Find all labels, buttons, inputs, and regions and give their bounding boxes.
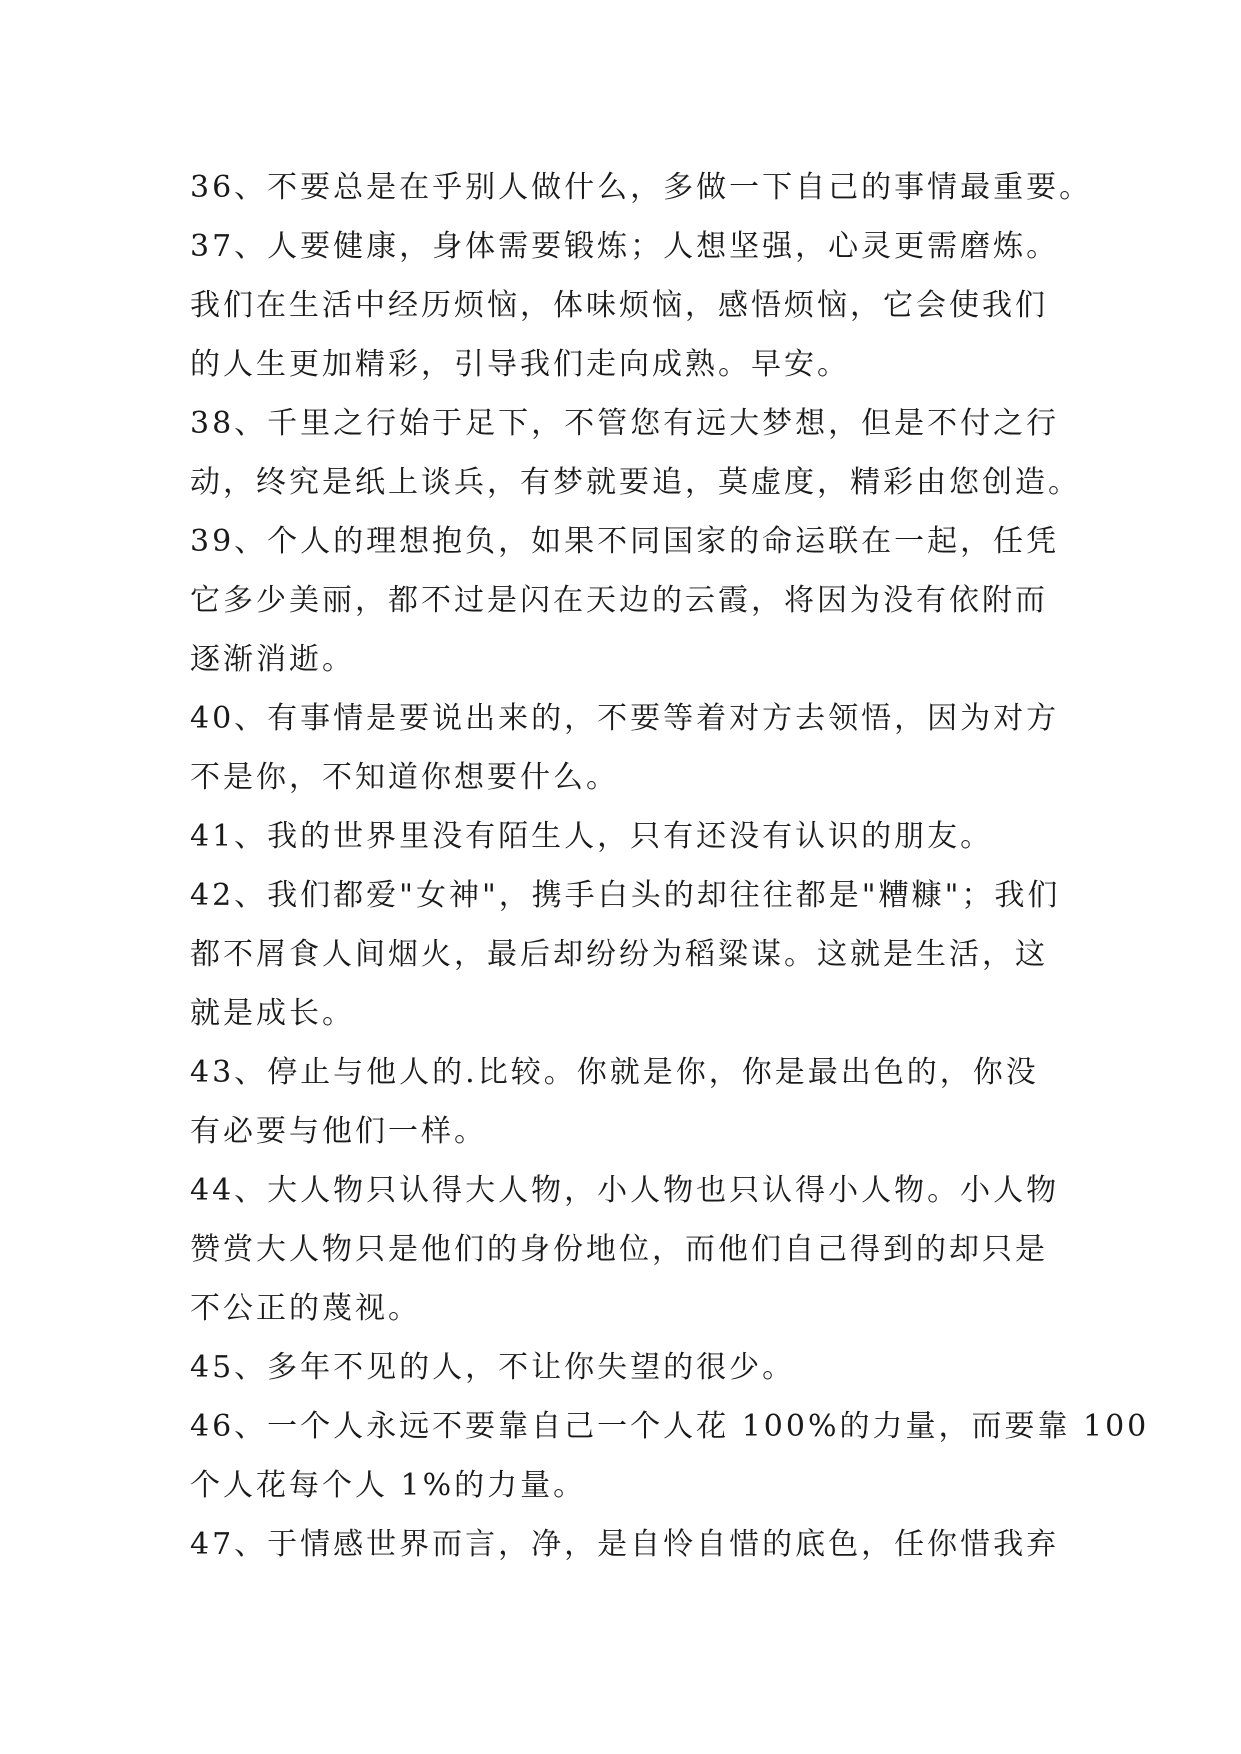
text-line: 不是你，不知道你想要什么。 (190, 760, 619, 795)
text-line: 40、有事情是要说出来的，不要等着对方去领悟，因为对方 (190, 701, 1060, 736)
text-line: 45、多年不见的人，不让你失望的很少。 (190, 1350, 796, 1385)
text-line: 37、人要健康，身体需要锻炼；人想坚强，心灵更需磨炼。 (190, 229, 1060, 264)
text-line: 动，终究是纸上谈兵，有梦就要追，莫虚度，精彩由您创造。 (190, 465, 1081, 500)
text-line: 43、停止与他人的.比较。你就是你，你是最出色的，你没 (190, 1055, 1039, 1090)
text-line: 42、我们都爱"女神"，携手白头的却往往都是"糟糠"；我们 (190, 878, 1061, 913)
text-line: 都不屑食人间烟火，最后却纷纷为稻粱谋。这就是生活，这 (190, 937, 1048, 972)
text-line: 41、我的世界里没有陌生人，只有还没有认识的朋友。 (190, 819, 994, 854)
text-line: 的人生更加精彩，引导我们走向成熟。早安。 (190, 347, 850, 382)
text-line: 它多少美丽，都不过是闪在天边的云霞，将因为没有依附而 (190, 583, 1048, 618)
text-line: 有必要与他们一样。 (190, 1114, 487, 1149)
text-line: 47、于情感世界而言，净，是自怜自惜的底色，任你惜我弃 (190, 1527, 1060, 1562)
text-line: 赞赏大人物只是他们的身份地位，而他们自己得到的却只是 (190, 1232, 1048, 1267)
text-line: 就是成长。 (190, 996, 355, 1031)
text-line: 36、不要总是在乎别人做什么，多做一下自己的事情最重要。 (190, 170, 1093, 205)
document-body (190, 158, 1150, 1574)
text-line: 39、个人的理想抱负，如果不同国家的命运联在一起，任凭 (190, 524, 1060, 559)
text-line: 逐渐消逝。 (190, 642, 355, 677)
text-line: 个人花每个人 1%的力量。 (190, 1468, 587, 1503)
text-line: 44、大人物只认得大人物，小人物也只认得小人物。小人物 (190, 1173, 1060, 1208)
text-line: 不公正的蔑视。 (190, 1291, 421, 1326)
text-line: 38、千里之行始于足下，不管您有远大梦想，但是不付之行 (190, 406, 1060, 441)
text-line: 46、一个人永远不要靠自己一个人花 100%的力量，而要靠 100 (190, 1409, 1150, 1444)
text-line: 我们在生活中经历烦恼，体味烦恼，感悟烦恼，它会使我们 (190, 288, 1048, 323)
